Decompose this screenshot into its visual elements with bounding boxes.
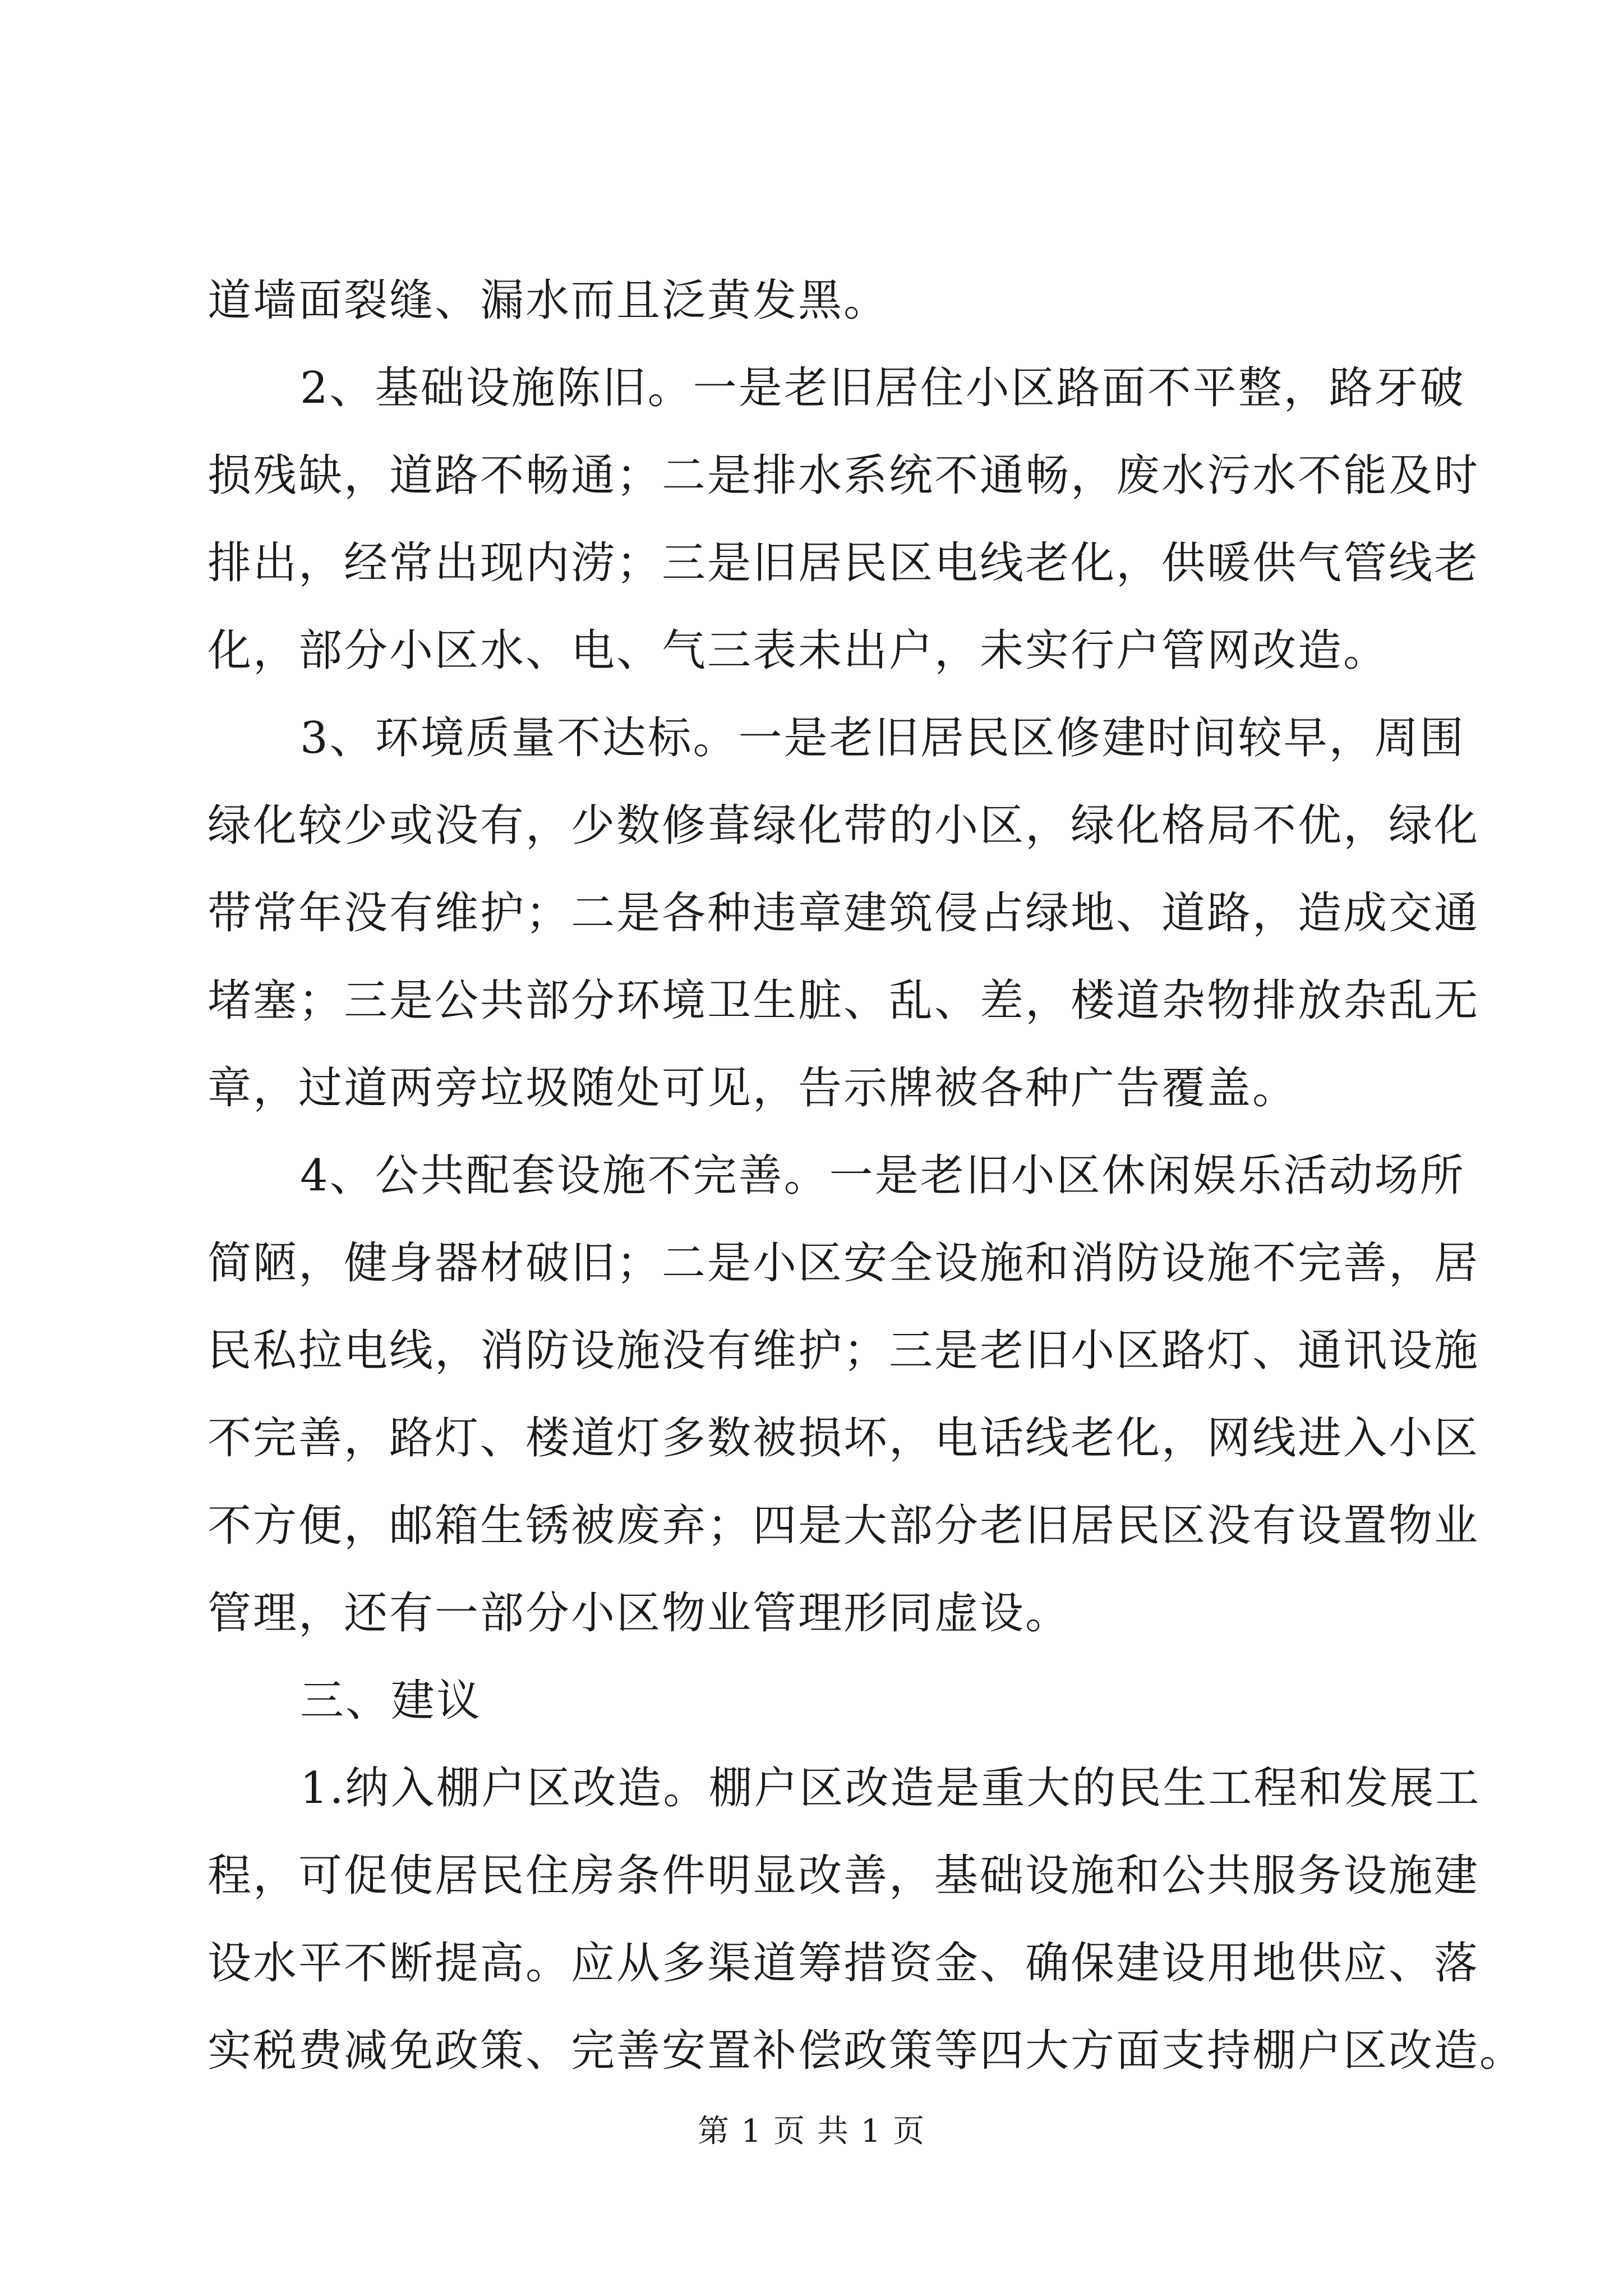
document-body: [208, 257, 1525, 2095]
text-line: 道墙面裂缝、漏水而且泛黄发黑。: [208, 275, 889, 326]
page-footer: 第 1 页 共 1 页: [697, 2113, 926, 2150]
text-line: 不方便，邮箱生锈被废弃；四是大部分老旧居民区没有设置物业: [208, 1501, 1480, 1551]
text-line: 简陋，健身器材破旧；二是小区安全设施和消防设施不完善，居: [208, 1238, 1480, 1289]
text-line: 实税费减免政策、完善安置补偿政策等四大方面支持棚户区改造。: [208, 2026, 1525, 2076]
text-line: 2、基础设施陈旧。一是老旧居住小区路面不平整，路牙破: [300, 363, 1465, 413]
text-line: 设水平不断提高。应从多渠道筹措资金、确保建设用地供应、落: [208, 1938, 1480, 1989]
text-line: 管理，还有一部分小区物业管理形同虚设。: [208, 1588, 1071, 1639]
text-line: 损残缺，道路不畅通；二是排水系统不通畅，废水污水不能及时: [208, 450, 1480, 501]
text-line: 3、环境质量不达标。一是老旧居民区修建时间较早，周围: [300, 713, 1465, 763]
text-line: 章，过道两旁垃圾随处可见，告示牌被各种广告覆盖。: [208, 1063, 1298, 1114]
text-line: 三、建议: [300, 1676, 482, 1726]
text-line: 堵塞；三是公共部分环境卫生脏、乱、差，楼道杂物排放杂乱无: [208, 976, 1480, 1026]
text-line: 4、公共配套设施不完善。一是老旧小区休闲娱乐活动场所: [300, 1151, 1465, 1201]
text-line: 带常年没有维护；二是各种违章建筑侵占绿地、道路，造成交通: [208, 888, 1480, 938]
text-line: 排出，经常出现内涝；三是旧居民区电线老化，供暖供气管线老: [208, 538, 1480, 588]
text-line: 民私拉电线，消防设施没有维护；三是老旧小区路灯、通讯设施: [208, 1326, 1480, 1376]
text-line: 程，可促使居民住房条件明显改善，基础设施和公共服务设施建: [208, 1851, 1480, 1901]
text-line: 绿化较少或没有，少数修葺绿化带的小区，绿化格局不优，绿化: [208, 800, 1480, 851]
text-line: 1.纳入棚户区改造。棚户区改造是重大的民生工程和发展工: [300, 1763, 1481, 1814]
text-line: 不完善，路灯、楼道灯多数被损坏，电话线老化，网线进入小区: [208, 1413, 1480, 1464]
text-line: 化，部分小区水、电、气三表未出户，未实行户管网改造。: [208, 625, 1389, 676]
